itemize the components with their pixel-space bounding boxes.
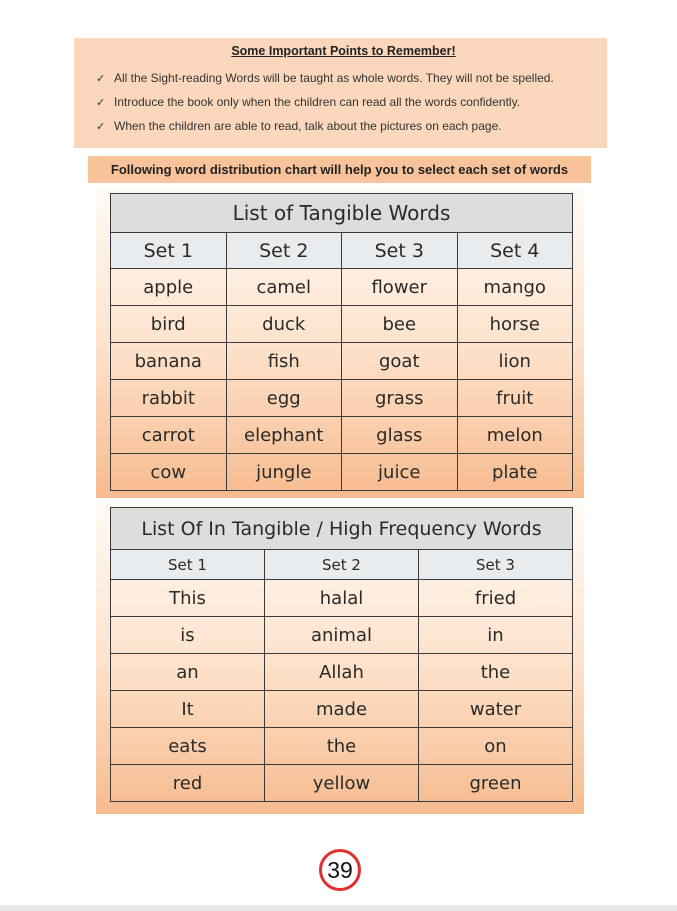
word-cell: glass (342, 417, 458, 454)
intangible-words-table (110, 507, 573, 802)
word-cell: water (419, 691, 573, 728)
word-cell: It (111, 691, 265, 728)
table-row (111, 654, 573, 691)
table-row (111, 306, 573, 343)
checkmark-icon: ✓ (96, 121, 106, 133)
table-row (111, 380, 573, 417)
set-header: Set 1 (111, 233, 227, 269)
tangible-words-table (110, 193, 573, 491)
checkmark-icon: ✓ (96, 73, 106, 85)
note-item (96, 115, 591, 139)
word-cell: mango (457, 269, 573, 306)
word-cell: red (111, 765, 265, 802)
table-row (111, 343, 573, 380)
word-cell: jungle (226, 454, 342, 491)
set-header: Set 3 (342, 233, 458, 269)
word-cell: Allah (265, 654, 419, 691)
word-cell: rabbit (111, 380, 227, 417)
word-cell: made (265, 691, 419, 728)
checkmark-icon: ✓ (96, 97, 106, 109)
word-cell: banana (111, 343, 227, 380)
word-cell: animal (265, 617, 419, 654)
table-row (111, 691, 573, 728)
word-cell: an (111, 654, 265, 691)
set-header: Set 2 (226, 233, 342, 269)
word-cell: duck (226, 306, 342, 343)
word-cell: grass (342, 380, 458, 417)
note-text: Introduce the book only when the children can read all the words confidently. (114, 95, 521, 109)
word-cell: fruit (457, 380, 573, 417)
word-cell: halal (265, 580, 419, 617)
page-bottom-edge (0, 905, 677, 911)
word-cell: the (419, 654, 573, 691)
set-header: Set 1 (111, 550, 265, 580)
table-row (111, 580, 573, 617)
word-cell: fish (226, 343, 342, 380)
word-cell: carrot (111, 417, 227, 454)
table-row (111, 454, 573, 491)
page-number: 39 (319, 849, 361, 891)
word-cell: the (265, 728, 419, 765)
word-cell: flower (342, 269, 458, 306)
set-header: Set 3 (419, 550, 573, 580)
note-item (96, 91, 591, 115)
word-cell: on (419, 728, 573, 765)
set-header: Set 2 (265, 550, 419, 580)
word-cell: This (111, 580, 265, 617)
word-cell: bird (111, 306, 227, 343)
word-cell: eats (111, 728, 265, 765)
note-item (96, 67, 591, 91)
word-cell: in (419, 617, 573, 654)
important-points-box (74, 38, 607, 148)
word-cell: lion (457, 343, 573, 380)
note-text: All the Sight-reading Words will be taught as whole words. They will not be spelled. (114, 71, 554, 85)
tangible-table-title: List of Tangible Words (111, 194, 573, 233)
word-cell: apple (111, 269, 227, 306)
word-cell: bee (342, 306, 458, 343)
word-cell: elephant (226, 417, 342, 454)
word-cell: cow (111, 454, 227, 491)
table-row (111, 417, 573, 454)
word-cell: camel (226, 269, 342, 306)
table-row (111, 765, 573, 802)
word-cell: yellow (265, 765, 419, 802)
word-cell: plate (457, 454, 573, 491)
word-cell: fried (419, 580, 573, 617)
important-points-title: Some Important Points to Remember! (231, 44, 456, 58)
word-cell: melon (457, 417, 573, 454)
set-header: Set 4 (457, 233, 573, 269)
word-cell: green (419, 765, 573, 802)
word-cell: is (111, 617, 265, 654)
distribution-banner: Following word distribution chart will help you to select each set of words (88, 156, 591, 183)
note-text: When the children are able to read, talk about the pictures on each page. (114, 119, 502, 133)
word-cell: horse (457, 306, 573, 343)
word-cell: goat (342, 343, 458, 380)
intangible-table-title: List Of In Tangible / High Frequency Words (111, 508, 573, 550)
table-row (111, 269, 573, 306)
word-cell: egg (226, 380, 342, 417)
table-row (111, 728, 573, 765)
table-row (111, 617, 573, 654)
word-cell: juice (342, 454, 458, 491)
